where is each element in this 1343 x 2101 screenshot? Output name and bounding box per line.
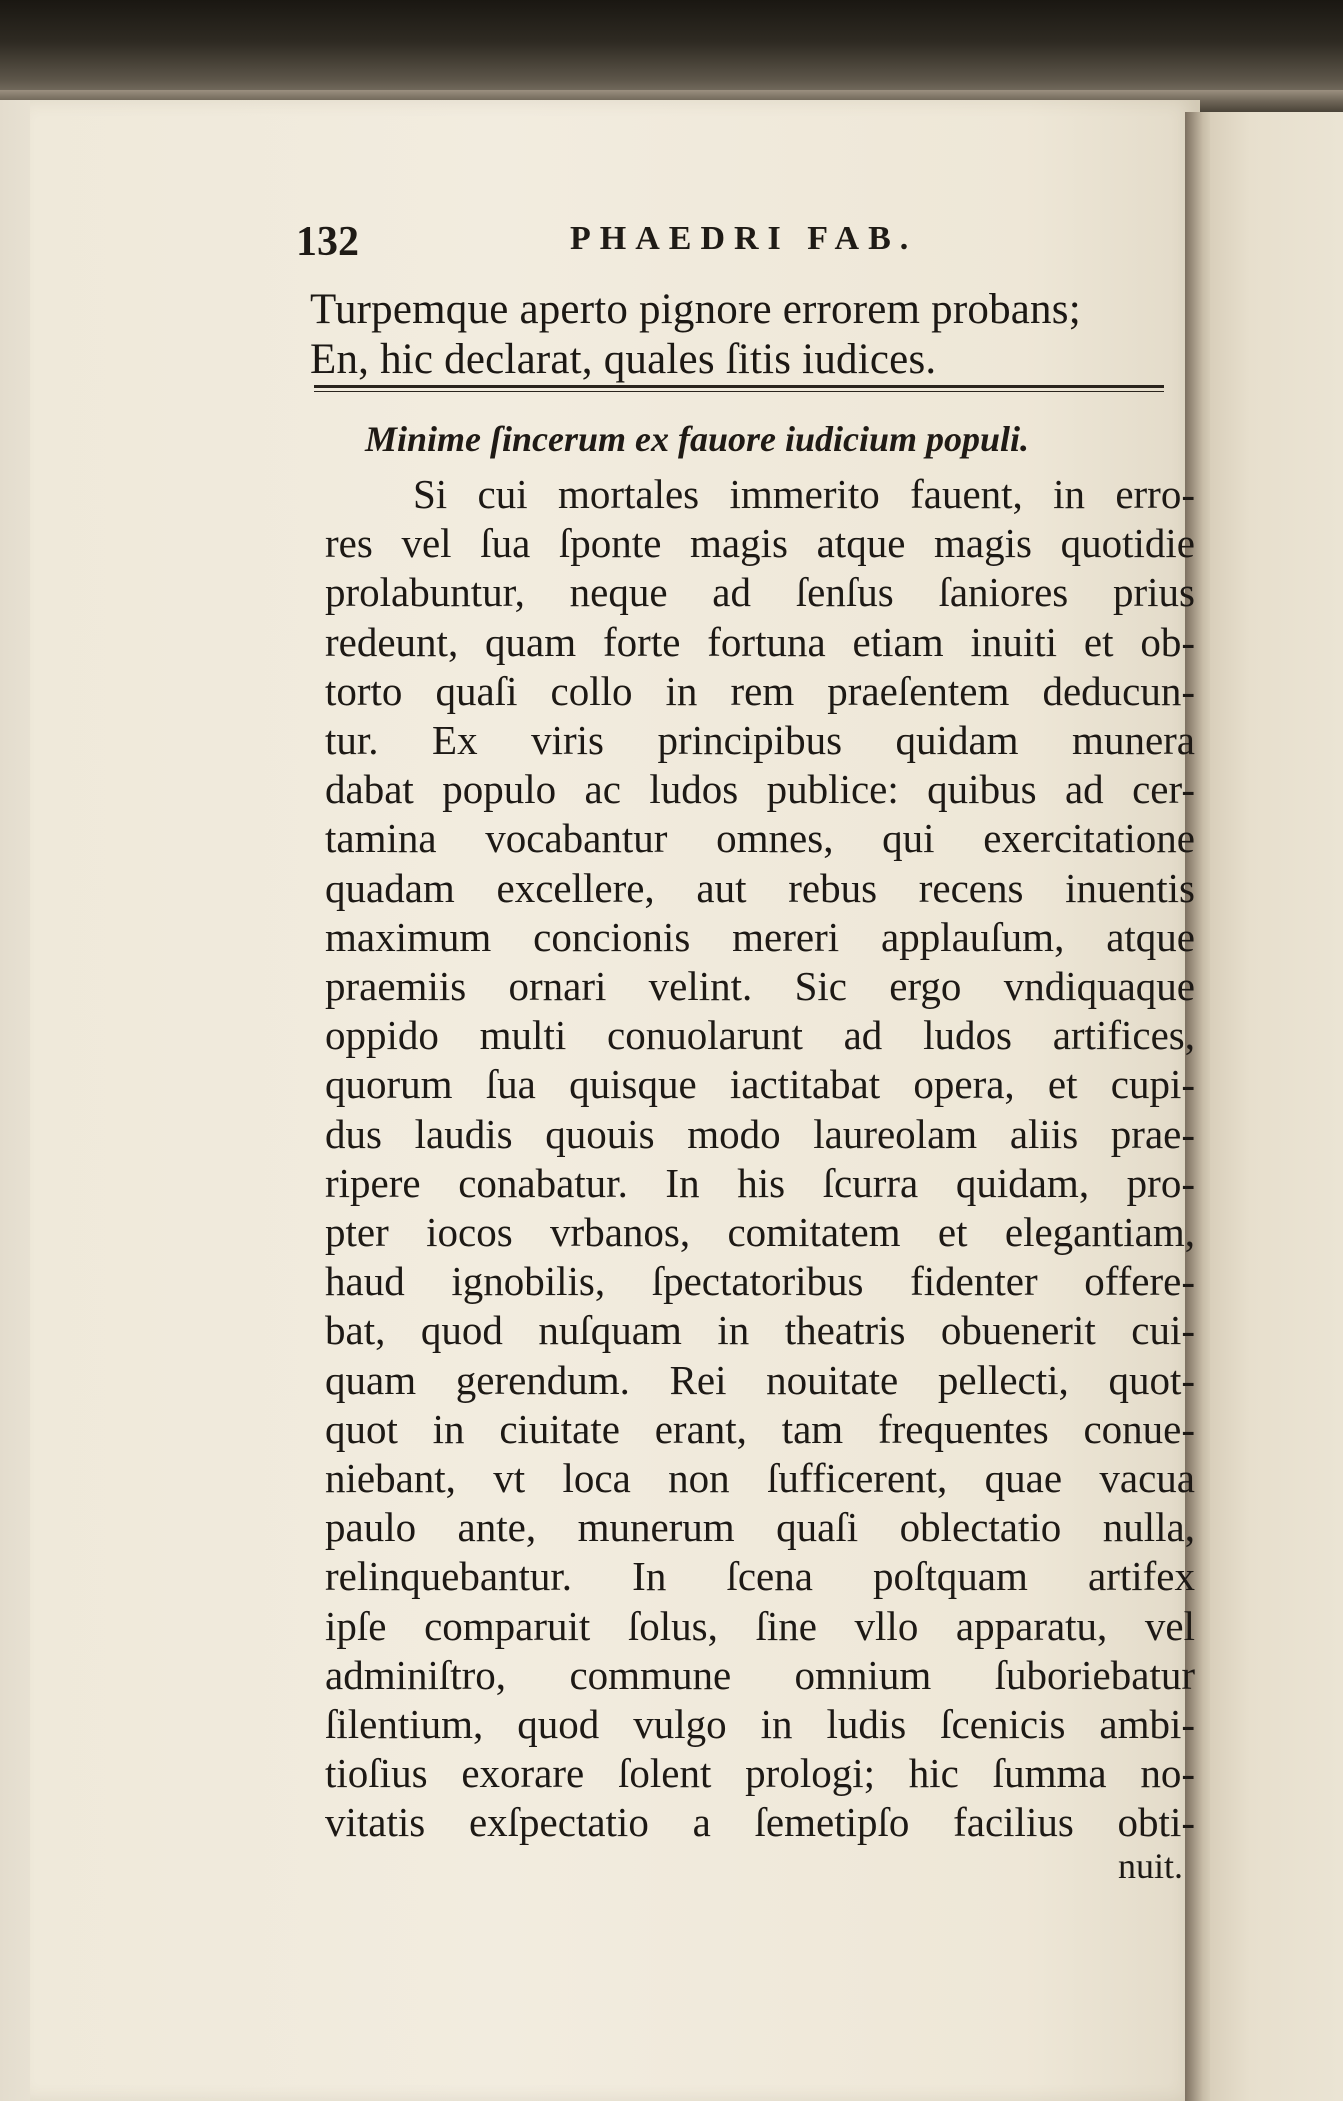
section-rule-thin (314, 391, 1164, 392)
text-line: dabat populo ac ludos publice: quibus ad cer- (325, 766, 1195, 813)
running-title: PHAEDRI FAB. (570, 220, 918, 257)
text-line: ripere conabatur. In his ſcurra quidam, pro- (325, 1159, 1195, 1206)
verse-line: En, hic declarat, quales ſitis iudices. (310, 336, 937, 383)
text-line: haud ignobilis, ſpectatoribus fidenter offere- (325, 1258, 1195, 1305)
text-line: oppido multi conuolarunt ad ludos artifices, (325, 1012, 1195, 1059)
catchword: nuit. (1118, 1846, 1184, 1886)
text-line: adminiſtro, commune omnium ſuboriebatur (325, 1651, 1195, 1698)
text-line: niebant, vt loca non ſufficerent, quae vacua (325, 1455, 1195, 1501)
text-line: quam gerendum. Rei nouitate pellecti, quot- (325, 1356, 1195, 1403)
text-line: ipſe comparuit ſolus, ſine vllo apparatu, vel (325, 1602, 1195, 1649)
text-line: Si cui mortales immerito fauent, in erro- (413, 471, 1195, 517)
text-line: torto quaſi collo in rem praeſentem deducun- (325, 667, 1195, 714)
text-line: dus laudis quouis modo laureolam aliis prae- (325, 1110, 1195, 1157)
text-line: praemiis ornari velint. Sic ergo vndiquaque (325, 963, 1195, 1009)
text-line: quorum ſua quisque iactitabat opera, et cupi- (325, 1061, 1195, 1108)
text-line: quadam excellere, aut rebus recens inuentis (325, 864, 1195, 911)
text-line: tur. Ex viris principibus quidam munera (325, 717, 1195, 763)
right-page (1210, 112, 1343, 2101)
text-line: redeunt, quam forte fortuna etiam inuiti et ob- (325, 618, 1195, 665)
text-line: prolabuntur, neque ad ſenſus ſaniores prius (325, 569, 1195, 616)
text-line: bat, quod nuſquam in theatris obuenerit cui- (325, 1307, 1195, 1354)
section-heading: Minime ſincerum ex fauore iudicium populi. (365, 419, 1030, 459)
text-line: pter iocos vrbanos, comitatem et elegantiam, (325, 1209, 1195, 1255)
text-line: res vel ſua ſponte magis atque magis quotidie (325, 520, 1195, 567)
page-number: 132 (296, 219, 359, 265)
text-line: tamina vocabantur omnes, qui exercitatione (325, 815, 1195, 862)
section-rule (314, 385, 1164, 388)
page-header (290, 218, 1190, 268)
text-line: quot in ciuitate erant, tam frequentes conue- (325, 1405, 1195, 1452)
text-line: paulo ante, munerum quaſi oblectatio nulla, (325, 1504, 1195, 1551)
text-line: maximum concionis mereri applauſum, atque (325, 913, 1195, 960)
text-line: relinquebantur. In ſcena poſtquam artifex (325, 1553, 1195, 1600)
text-line: ſilentium, quod vulgo in ludis ſcenicis ambi- (325, 1701, 1195, 1747)
text-line: vitatis exſpectatio a ſemetipſo facilius obti- (325, 1799, 1195, 1846)
verse-line: Turpemque aperto pignore errorem probans; (310, 286, 1081, 333)
text-line: tioſius exorare ſolent prologi; hic ſumma no- (325, 1750, 1195, 1797)
